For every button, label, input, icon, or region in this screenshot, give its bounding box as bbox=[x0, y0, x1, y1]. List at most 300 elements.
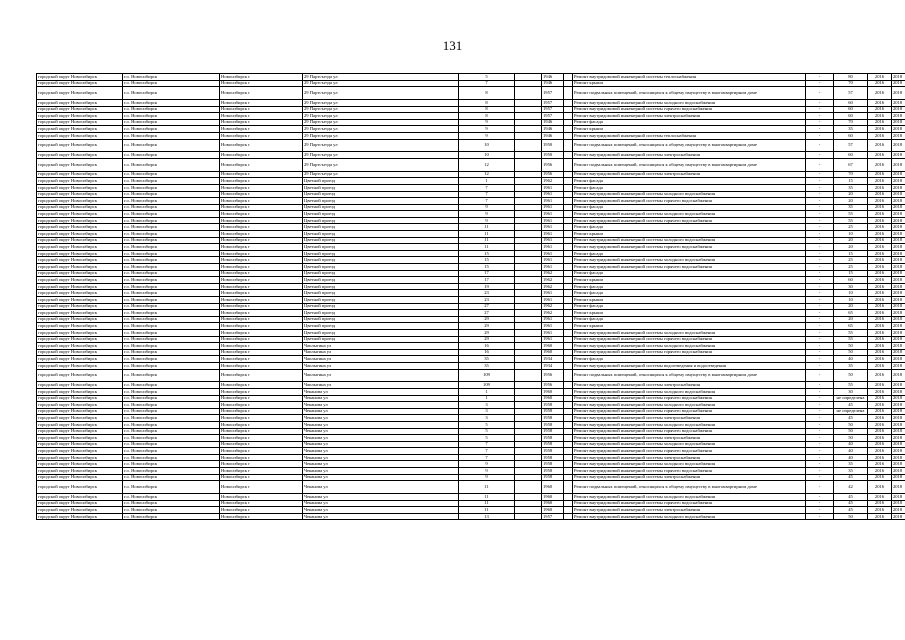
house-number-cell: 27 bbox=[459, 303, 515, 310]
end-year-cell: 2018 bbox=[892, 126, 905, 133]
work-type-cell: Ремонт фасада bbox=[573, 178, 806, 185]
spacer-cell bbox=[564, 244, 573, 251]
settlement-cell: г.о. Новосибирск bbox=[123, 158, 220, 171]
dash-cell: - bbox=[806, 323, 834, 330]
locality-cell: Новосибирск г bbox=[220, 126, 303, 133]
work-type-cell: Ремонт внутридомовой инженерной системы холодного водоснабжения bbox=[573, 513, 806, 520]
work-type-cell: Ремонт фасада bbox=[573, 250, 806, 257]
street-cell: Цветной проезд bbox=[303, 264, 459, 271]
work-type-cell: Ремонт фасада bbox=[573, 290, 806, 297]
settlement-cell: г.о. Новосибирск bbox=[123, 264, 220, 271]
municipality-cell: городской округ Новосибирск bbox=[37, 408, 123, 415]
municipality-cell: городской округ Новосибирск bbox=[37, 362, 123, 369]
start-year-cell: 2016 bbox=[868, 99, 892, 106]
street-cell: Чаплыгина ул bbox=[303, 369, 459, 382]
building-cell bbox=[515, 329, 542, 336]
end-year-cell: 2018 bbox=[892, 343, 905, 350]
year-built-cell: 1958 bbox=[542, 454, 564, 461]
building-cell bbox=[515, 198, 542, 205]
locality-cell: Новосибирск г bbox=[220, 323, 303, 330]
start-year-cell: 2016 bbox=[868, 119, 892, 126]
spacer-cell bbox=[564, 283, 573, 290]
end-year-cell: 2018 bbox=[892, 474, 905, 481]
locality-cell: Новосибирск г bbox=[220, 316, 303, 323]
table-row bbox=[37, 270, 905, 277]
work-type-cell: Ремонт фасада bbox=[573, 303, 806, 310]
settlement-cell: г.о. Новосибирск bbox=[123, 421, 220, 428]
house-number-cell: 1 bbox=[459, 395, 515, 402]
municipality-cell: городской округ Новосибирск bbox=[37, 132, 123, 139]
locality-cell: Новосибирск г bbox=[220, 158, 303, 171]
street-cell: Цветной проезд bbox=[303, 237, 459, 244]
building-cell bbox=[515, 415, 542, 422]
year-built-cell: 1960 bbox=[542, 395, 564, 402]
work-type-cell: Ремонт внутридомовой инженерной системы холодного водоснабжения bbox=[573, 99, 806, 106]
settlement-cell: г.о. Новосибирск bbox=[123, 80, 220, 87]
dash-cell: - bbox=[806, 494, 834, 501]
table-row bbox=[37, 119, 905, 126]
settlement-cell: г.о. Новосибирск bbox=[123, 290, 220, 297]
locality-cell: Новосибирск г bbox=[220, 494, 303, 501]
building-cell bbox=[515, 408, 542, 415]
settlement-cell: г.о. Новосибирск bbox=[123, 415, 220, 422]
spacer-cell bbox=[564, 428, 573, 435]
table-row bbox=[37, 132, 905, 139]
year-built-cell: 1946 bbox=[542, 132, 564, 139]
value-cell: 60 bbox=[834, 113, 868, 120]
spacer-cell bbox=[564, 435, 573, 442]
start-year-cell: 2016 bbox=[868, 231, 892, 238]
start-year-cell: 2016 bbox=[868, 349, 892, 356]
building-cell bbox=[515, 158, 542, 171]
municipality-cell: городской округ Новосибирск bbox=[37, 402, 123, 409]
street-cell: Чеканова ул bbox=[303, 421, 459, 428]
table-row bbox=[37, 198, 905, 205]
building-cell bbox=[515, 178, 542, 185]
end-year-cell: 2018 bbox=[892, 316, 905, 323]
locality-cell: Новосибирск г bbox=[220, 237, 303, 244]
municipality-cell: городской округ Новосибирск bbox=[37, 329, 123, 336]
building-cell bbox=[515, 74, 542, 81]
end-year-cell: 2018 bbox=[892, 356, 905, 363]
value-cell: 45 bbox=[834, 415, 868, 422]
table-row bbox=[37, 362, 905, 369]
municipality-cell: городской округ Новосибирск bbox=[37, 481, 123, 494]
street-cell: Чеканова ул bbox=[303, 507, 459, 514]
locality-cell: Новосибирск г bbox=[220, 461, 303, 468]
locality-cell: Новосибирск г bbox=[220, 329, 303, 336]
building-cell bbox=[515, 494, 542, 501]
start-year-cell: 2016 bbox=[868, 388, 892, 395]
spacer-cell bbox=[564, 402, 573, 409]
start-year-cell: 2016 bbox=[868, 303, 892, 310]
value-cell: 50 bbox=[834, 349, 868, 356]
building-cell bbox=[515, 303, 542, 310]
building-cell bbox=[515, 369, 542, 382]
locality-cell: Новосибирск г bbox=[220, 310, 303, 317]
locality-cell: Новосибирск г bbox=[220, 178, 303, 185]
settlement-cell: г.о. Новосибирск bbox=[123, 441, 220, 448]
value-cell: 55 bbox=[834, 382, 868, 389]
municipality-cell: городской округ Новосибирск bbox=[37, 421, 123, 428]
street-cell: 29 Партсъезда ул bbox=[303, 106, 459, 113]
spacer-cell bbox=[564, 126, 573, 133]
spacer-cell bbox=[564, 349, 573, 356]
work-type-cell: Ремонт внутридомовой инженерной системы холодного водоснабжения bbox=[573, 191, 806, 198]
end-year-cell: 2018 bbox=[892, 336, 905, 343]
work-type-cell: Ремонт подвальных помещений, относящихся к общему имуществу в многоквартирном доме bbox=[573, 481, 806, 494]
value-cell: 70 bbox=[834, 119, 868, 126]
street-cell: 29 Партсъезда ул bbox=[303, 87, 459, 100]
building-cell bbox=[515, 448, 542, 455]
start-year-cell: 2016 bbox=[868, 362, 892, 369]
building-cell bbox=[515, 356, 542, 363]
settlement-cell: г.о. Новосибирск bbox=[123, 435, 220, 442]
settlement-cell: г.о. Новосибирск bbox=[123, 494, 220, 501]
building-cell bbox=[515, 237, 542, 244]
year-built-cell: 1958 bbox=[542, 402, 564, 409]
value-cell: 40 bbox=[834, 448, 868, 455]
settlement-cell: г.о. Новосибирск bbox=[123, 270, 220, 277]
locality-cell: Новосибирск г bbox=[220, 244, 303, 251]
spacer-cell bbox=[564, 257, 573, 264]
year-built-cell: 1960 bbox=[542, 388, 564, 395]
year-built-cell: 1961 bbox=[542, 264, 564, 271]
settlement-cell: г.о. Новосибирск bbox=[123, 211, 220, 218]
dash-cell: - bbox=[806, 408, 834, 415]
value-cell: 30 bbox=[834, 388, 868, 395]
dash-cell: - bbox=[806, 481, 834, 494]
dash-cell: - bbox=[806, 87, 834, 100]
work-type-cell: Ремонт внутридомовой инженерной системы холодного водоснабжения bbox=[573, 257, 806, 264]
year-built-cell: 1961 bbox=[542, 231, 564, 238]
end-year-cell: 2018 bbox=[892, 395, 905, 402]
work-type-cell: Ремонт внутридомовой инженерной системы электроснабжения bbox=[573, 113, 806, 120]
dash-cell: - bbox=[806, 224, 834, 231]
municipality-cell: городской округ Новосибирск bbox=[37, 336, 123, 343]
municipality-cell: городской округ Новосибирск bbox=[37, 454, 123, 461]
dash-cell: - bbox=[806, 74, 834, 81]
start-year-cell: 2016 bbox=[868, 435, 892, 442]
locality-cell: Новосибирск г bbox=[220, 415, 303, 422]
municipality-cell: городской округ Новосибирск bbox=[37, 468, 123, 475]
year-built-cell: 1961 bbox=[542, 191, 564, 198]
start-year-cell: 2016 bbox=[868, 336, 892, 343]
municipality-cell: городской округ Новосибирск bbox=[37, 500, 123, 507]
building-cell bbox=[515, 454, 542, 461]
table-row bbox=[37, 343, 905, 350]
street-cell: 29 Партсъезда ул bbox=[303, 171, 459, 178]
value-cell: 25 bbox=[834, 264, 868, 271]
street-cell: Чеканова ул bbox=[303, 395, 459, 402]
work-type-cell: Ремонт внутридомовой инженерной системы горячего водоснабжения bbox=[573, 264, 806, 271]
locality-cell: Новосибирск г bbox=[220, 349, 303, 356]
house-number-cell: 23 bbox=[459, 297, 515, 304]
start-year-cell: 2016 bbox=[868, 415, 892, 422]
house-number-cell: 16 bbox=[459, 349, 515, 356]
street-cell: Чаплыгина ул bbox=[303, 356, 459, 363]
settlement-cell: г.о. Новосибирск bbox=[123, 362, 220, 369]
house-number-cell: 9 bbox=[459, 474, 515, 481]
start-year-cell: 2016 bbox=[868, 224, 892, 231]
settlement-cell: г.о. Новосибирск bbox=[123, 257, 220, 264]
end-year-cell: 2018 bbox=[892, 310, 905, 317]
street-cell: Чеканова ул bbox=[303, 415, 459, 422]
end-year-cell: 2018 bbox=[892, 152, 905, 159]
end-year-cell: 2018 bbox=[892, 184, 905, 191]
work-type-cell: Ремонт внутридомовой инженерной системы электроснабжения bbox=[573, 474, 806, 481]
settlement-cell: г.о. Новосибирск bbox=[123, 217, 220, 224]
work-type-cell: Ремонт внутридомовой инженерной системы горячего водоснабжения bbox=[573, 448, 806, 455]
start-year-cell: 2016 bbox=[868, 500, 892, 507]
table-row bbox=[37, 336, 905, 343]
street-cell: Цветной проезд bbox=[303, 283, 459, 290]
start-year-cell: 2016 bbox=[868, 198, 892, 205]
year-built-cell: 1946 bbox=[542, 126, 564, 133]
street-cell: Чеканова ул bbox=[303, 461, 459, 468]
street-cell: 29 Партсъезда ул bbox=[303, 132, 459, 139]
end-year-cell: 2018 bbox=[892, 231, 905, 238]
street-cell: Чаплыгина ул bbox=[303, 349, 459, 356]
street-cell: Чеканова ул bbox=[303, 468, 459, 475]
table-row bbox=[37, 283, 905, 290]
locality-cell: Новосибирск г bbox=[220, 402, 303, 409]
dash-cell: - bbox=[806, 171, 834, 178]
start-year-cell: 2016 bbox=[868, 217, 892, 224]
spacer-cell bbox=[564, 362, 573, 369]
work-type-cell: Ремонт внутридомовой инженерной системы электроснабжения bbox=[573, 382, 806, 389]
end-year-cell: 2018 bbox=[892, 441, 905, 448]
building-cell bbox=[515, 184, 542, 191]
spacer-cell bbox=[564, 119, 573, 126]
end-year-cell: 2018 bbox=[892, 74, 905, 81]
work-type-cell: Ремонт внутридомовой инженерной системы горячего водоснабжения bbox=[573, 336, 806, 343]
year-built-cell: 1961 bbox=[542, 329, 564, 336]
start-year-cell: 2016 bbox=[868, 513, 892, 520]
building-cell bbox=[515, 507, 542, 514]
end-year-cell: 2018 bbox=[892, 113, 905, 120]
municipality-cell: городской округ Новосибирск bbox=[37, 343, 123, 350]
table-row bbox=[37, 408, 905, 415]
spacer-cell bbox=[564, 388, 573, 395]
work-type-cell: Ремонт внутридомовой инженерной системы горячего водоснабжения bbox=[573, 408, 806, 415]
spacer-cell bbox=[564, 513, 573, 520]
house-number-cell: 12 bbox=[459, 158, 515, 171]
start-year-cell: 2016 bbox=[868, 204, 892, 211]
house-number-cell: 29 bbox=[459, 336, 515, 343]
table-row bbox=[37, 395, 905, 402]
end-year-cell: 2018 bbox=[892, 297, 905, 304]
table-row bbox=[37, 454, 905, 461]
year-built-cell: 1946 bbox=[542, 74, 564, 81]
dash-cell: - bbox=[806, 198, 834, 205]
table-row bbox=[37, 171, 905, 178]
work-type-cell: Ремонт внутридомовой инженерной системы холодного водоснабжения bbox=[573, 421, 806, 428]
spacer-cell bbox=[564, 474, 573, 481]
street-cell: Цветной проезд bbox=[303, 336, 459, 343]
dash-cell: - bbox=[806, 178, 834, 185]
settlement-cell: г.о. Новосибирск bbox=[123, 369, 220, 382]
end-year-cell: 2018 bbox=[892, 139, 905, 152]
locality-cell: Новосибирск г bbox=[220, 204, 303, 211]
municipality-cell: городской округ Новосибирск bbox=[37, 217, 123, 224]
street-cell: Цветной проезд bbox=[303, 277, 459, 284]
end-year-cell: 2018 bbox=[892, 513, 905, 520]
work-type-cell: Ремонт внутридомовой инженерной системы горячего водоснабжения bbox=[573, 349, 806, 356]
settlement-cell: г.о. Новосибирск bbox=[123, 139, 220, 152]
start-year-cell: 2016 bbox=[868, 171, 892, 178]
table-row bbox=[37, 513, 905, 520]
dash-cell: - bbox=[806, 421, 834, 428]
value-cell: 60 bbox=[834, 106, 868, 113]
house-number-cell: 7 bbox=[459, 441, 515, 448]
spacer-cell bbox=[564, 461, 573, 468]
dash-cell: - bbox=[806, 106, 834, 113]
municipality-cell: городской округ Новосибирск bbox=[37, 74, 123, 81]
table-row bbox=[37, 349, 905, 356]
dash-cell: - bbox=[806, 310, 834, 317]
spacer-cell bbox=[564, 277, 573, 284]
end-year-cell: 2018 bbox=[892, 191, 905, 198]
house-number-cell: 10 bbox=[459, 152, 515, 159]
municipality-cell: городской округ Новосибирск bbox=[37, 270, 123, 277]
work-type-cell: Ремонт фасада bbox=[573, 204, 806, 211]
spacer-cell bbox=[564, 329, 573, 336]
locality-cell: Новосибирск г bbox=[220, 250, 303, 257]
house-number-cell: 16 bbox=[459, 343, 515, 350]
settlement-cell: г.о. Новосибирск bbox=[123, 343, 220, 350]
end-year-cell: 2018 bbox=[892, 382, 905, 389]
house-number-cell: 15 bbox=[459, 257, 515, 264]
building-cell bbox=[515, 264, 542, 271]
year-built-cell: 1961 bbox=[542, 336, 564, 343]
start-year-cell: 2016 bbox=[868, 343, 892, 350]
building-cell bbox=[515, 283, 542, 290]
end-year-cell: 2018 bbox=[892, 388, 905, 395]
work-type-cell: Ремонт внутридомовой инженерной системы горячего водоснабжения bbox=[573, 244, 806, 251]
start-year-cell: 2016 bbox=[868, 395, 892, 402]
year-built-cell: 1962 bbox=[542, 310, 564, 317]
house-number-cell: 11 bbox=[459, 231, 515, 238]
building-cell bbox=[515, 113, 542, 120]
dash-cell: - bbox=[806, 264, 834, 271]
year-built-cell: 1961 bbox=[542, 198, 564, 205]
building-cell bbox=[515, 310, 542, 317]
end-year-cell: 2018 bbox=[892, 80, 905, 87]
dash-cell: - bbox=[806, 204, 834, 211]
spacer-cell bbox=[564, 191, 573, 198]
building-cell bbox=[515, 343, 542, 350]
street-cell: Чаплыгина ул bbox=[303, 382, 459, 389]
value-cell: 30 bbox=[834, 283, 868, 290]
work-type-cell: Ремонт внутридомовой инженерной системы горячего водоснабжения bbox=[573, 198, 806, 205]
year-built-cell: 1958 bbox=[542, 435, 564, 442]
house-number-cell: 7 bbox=[459, 191, 515, 198]
house-number-cell: 11 bbox=[459, 500, 515, 507]
building-cell bbox=[515, 217, 542, 224]
start-year-cell: 2016 bbox=[868, 494, 892, 501]
house-number-cell: 11 bbox=[459, 237, 515, 244]
dash-cell: - bbox=[806, 283, 834, 290]
end-year-cell: 2018 bbox=[892, 461, 905, 468]
dash-cell: - bbox=[806, 382, 834, 389]
house-number-cell: 9 bbox=[459, 132, 515, 139]
spacer-cell bbox=[564, 494, 573, 501]
dash-cell: - bbox=[806, 402, 834, 409]
work-type-cell: Ремонт фасада bbox=[573, 283, 806, 290]
work-type-cell: Ремонт фасада bbox=[573, 356, 806, 363]
year-built-cell: 1950 bbox=[542, 139, 564, 152]
building-cell bbox=[515, 421, 542, 428]
house-number-cell: 13 bbox=[459, 513, 515, 520]
end-year-cell: 2018 bbox=[892, 448, 905, 455]
year-built-cell: 1946 bbox=[542, 80, 564, 87]
street-cell: Чаплыгина ул bbox=[303, 343, 459, 350]
dash-cell: - bbox=[806, 132, 834, 139]
building-cell bbox=[515, 468, 542, 475]
end-year-cell: 2018 bbox=[892, 257, 905, 264]
settlement-cell: г.о. Новосибирск bbox=[123, 316, 220, 323]
building-cell bbox=[515, 171, 542, 178]
year-built-cell: 1961 bbox=[542, 316, 564, 323]
building-cell bbox=[515, 119, 542, 126]
building-cell bbox=[515, 316, 542, 323]
value-cell: 65 bbox=[834, 323, 868, 330]
spacer-cell bbox=[564, 217, 573, 224]
settlement-cell: г.о. Новосибирск bbox=[123, 408, 220, 415]
value-cell: 50 bbox=[834, 513, 868, 520]
work-type-cell: Ремонт фасада bbox=[573, 184, 806, 191]
year-built-cell: 1934 bbox=[542, 356, 564, 363]
table-row bbox=[37, 290, 905, 297]
settlement-cell: г.о. Новосибирск bbox=[123, 74, 220, 81]
street-cell: Цветной проезд bbox=[303, 290, 459, 297]
house-number-cell: 109 bbox=[459, 382, 515, 389]
spacer-cell bbox=[564, 297, 573, 304]
municipality-cell: городской округ Новосибирск bbox=[37, 184, 123, 191]
municipality-cell: городской округ Новосибирск bbox=[37, 257, 123, 264]
dash-cell: - bbox=[806, 435, 834, 442]
house-number-cell: 17 bbox=[459, 277, 515, 284]
table-row bbox=[37, 237, 905, 244]
year-built-cell: 1958 bbox=[542, 421, 564, 428]
municipality-cell: городской округ Новосибирск bbox=[37, 507, 123, 514]
work-type-cell: Ремонт внутридомовой инженерной системы электроснабжения bbox=[573, 435, 806, 442]
locality-cell: Новосибирск г bbox=[220, 421, 303, 428]
value-cell: 35 bbox=[834, 461, 868, 468]
street-cell: Цветной проезд bbox=[303, 257, 459, 264]
spacer-cell bbox=[564, 158, 573, 171]
dash-cell: - bbox=[806, 244, 834, 251]
house-number-cell: 3 bbox=[459, 402, 515, 409]
street-cell: 29 Партсъезда ул bbox=[303, 74, 459, 81]
municipality-cell: городской округ Новосибирск bbox=[37, 448, 123, 455]
locality-cell: Новосибирск г bbox=[220, 336, 303, 343]
dash-cell: - bbox=[806, 369, 834, 382]
building-cell bbox=[515, 80, 542, 87]
locality-cell: Новосибирск г bbox=[220, 468, 303, 475]
building-cell bbox=[515, 277, 542, 284]
house-number-cell: 5 bbox=[459, 435, 515, 442]
value-cell: не определена bbox=[834, 395, 868, 402]
work-type-cell: Ремонт внутридомовой инженерной системы холодного водоснабжения bbox=[573, 343, 806, 350]
house-number-cell: 8 bbox=[459, 87, 515, 100]
value-cell: 55 bbox=[834, 217, 868, 224]
year-built-cell: 1962 bbox=[542, 270, 564, 277]
table-row bbox=[37, 316, 905, 323]
work-type-cell: Ремонт внутридомовой инженерной системы холодного водоснабжения bbox=[573, 441, 806, 448]
locality-cell: Новосибирск г bbox=[220, 139, 303, 152]
